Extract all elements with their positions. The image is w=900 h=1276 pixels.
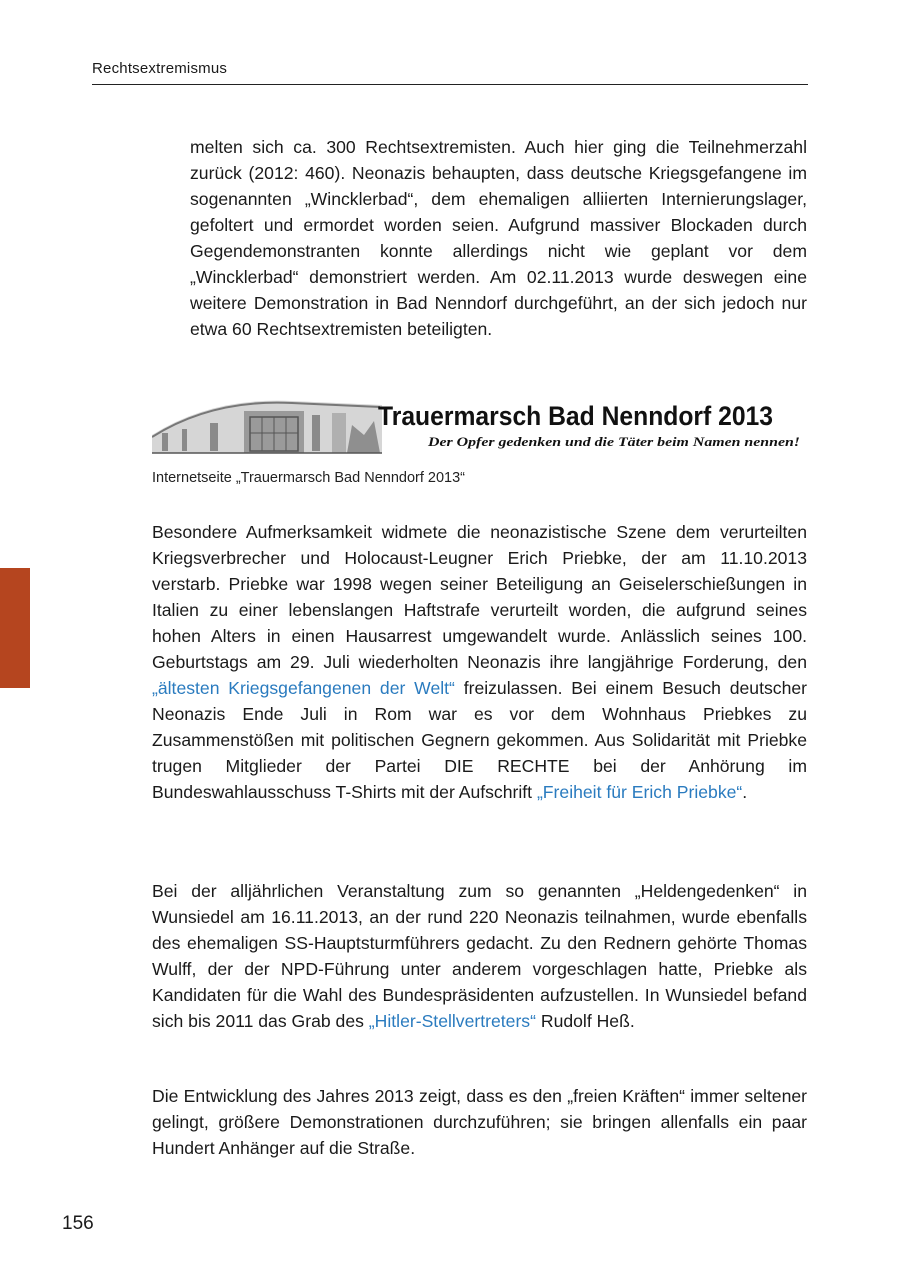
page-number: 156: [62, 1213, 94, 1234]
banner-title: Trauermarsch Bad Nenndorf 2013: [378, 401, 773, 431]
image-caption: Internetseite „Trauermarsch Bad Nenndorf 2013“: [152, 470, 465, 486]
quote-link-kriegsgefangenen[interactable]: „ältesten Kriegsgefangenen der Welt“: [152, 678, 455, 698]
paragraph-1: melten sich ca. 300 Rechtsextremisten. Auch hier ging die Teilnehmerzahl zurück (2012: 460). Neonazis behaupten, dass deutsche Kriegsgefangene im sogenannten „Wincklerbad“, dem ehemaligen alliierten Internierungslager, gefoltert und ermordet worden seien. Aufgrund massiver Blockaden durch Gegendemonstranten konnte allerdings nicht wie geplant vor dem „Wincklerbad“ demonstriert werden. Am 02.11.2013 wurde deswegen eine weitere Demonstration in Bad Nenndorf durchgeführt, an der sich jedoch nur etwa 60 Rechtsextremisten beteiligten.: [190, 137, 807, 339]
building-silhouette-icon: [152, 401, 382, 453]
paragraph-3: [152, 878, 807, 1034]
quote-link-stellvertreter[interactable]: „Hitler-Stellvertreters“: [368, 1011, 536, 1031]
banner-image: [152, 395, 807, 455]
paragraph-2-text-c: .: [742, 782, 748, 802]
running-header: [92, 60, 808, 85]
banner-subtitle: Der Opfer gedenken und die Täter beim Namen nennen!: [426, 434, 800, 449]
paragraph-3-text-b: Rudolf Heß.: [535, 1011, 635, 1031]
quote-link-freiheit[interactable]: „Freiheit für Erich Priebke“: [536, 782, 743, 802]
chapter-tab-marker: [0, 568, 30, 688]
paragraph-4: Die Entwicklung des Jahres 2013 zeigt, dass es den „freien Kräften“ immer seltener gelingt, größere Demonstrationen durchzuführen; sie bringen allenfalls ein paar Hundert Anhänger auf die Straße.: [152, 1086, 807, 1158]
paragraph-2: [152, 519, 807, 805]
paragraph-2-text-b: freizulassen. Bei einem Besuch deutscher Neonazis Ende Juli in Rom war es vor dem Wohnhaus Priebkes zu Zusammenstößen mit politischen Gegnern gekommen. Aus Solidarität mit Priebke trugen Mitglieder der Partei DIE RECHTE bei der Anhörung im Bundeswahlausschuss T-Shirts mit der Aufschrift: [152, 678, 807, 802]
paragraph-3-text-a: Bei der alljährlichen Veranstaltung zum so genannten „Heldengedenken“ in Wunsiedel am 16.11.2013, an der rund 220 Neonazis teilnahmen, wurde ebenfalls des ehemaligen SS-Hauptsturmführers gedacht. Zu den Rednern gehörte Thomas Wulff, der der NPD-Führung unter anderem vorgeschlagen hatte, Priebke als Kandidaten für die Wahl des Bundespräsidenten aufzustellen. In Wunsiedel befand sich bis 2011 das Grab des: [152, 881, 807, 1031]
header-title: Rechtsextremismus: [92, 60, 228, 77]
paragraph-2-text-a: Besondere Aufmerksamkeit widmete die neonazistische Szene dem verurteilten Kriegsverbrecher und Holocaust-Leugner Erich Priebke, der am 11.10.2013 verstarb. Priebke war 1998 wegen seiner Beteiligung an Geiselerschießungen in Italien zu einer lebenslangen Haftstrafe verurteilt worden, die aufgrund seines hohen Alters in einen Hausarrest umgewandelt wurde. Anlässlich seines 100. Geburtstags am 29. Juli wiederholten Neonazis ihre langjährige Forderung, den: [152, 522, 807, 672]
